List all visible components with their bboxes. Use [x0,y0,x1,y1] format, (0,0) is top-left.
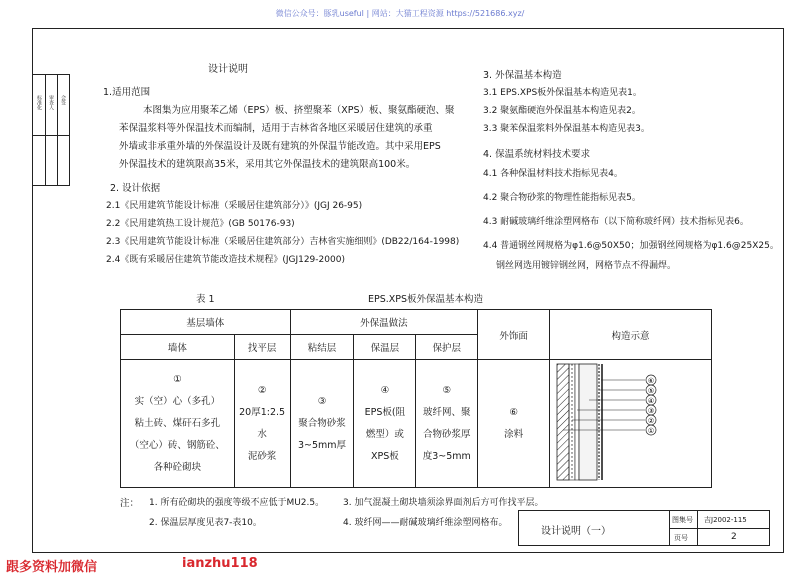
watermark-header: 微信公众号：豚乳useful | 网站：大猫工程资源 https://521686.xyz/ [275,9,525,18]
diagram-label: ④ [648,397,655,405]
drawing-name: 设计说明（一） [541,526,611,537]
cell-diagram [549,360,711,488]
s1-heading: 1.适用范围 [103,87,151,98]
section-title: 设计说明 [208,64,248,75]
diagram-label: ⑥ [648,377,655,385]
s4-item: 4.1 各种保温材料技术指标见表4。 [483,169,623,179]
note-item: 1. 所有砼砌块的强度等级不应低于MU2.5。 [149,498,325,508]
cell-line: （空心）砖、钢筋砼、 [129,439,225,451]
cell-line: XPS板 [371,450,399,462]
s4-item: 4.4 普通钢丝网规格为φ1.6@50X50；加强钢丝网规格为φ1.6@25X25。 [483,241,779,251]
group-header-base-wall: 基层墙体 [121,310,291,335]
layer-number: ① [173,373,182,385]
strip-label-2: 审查人 [48,95,54,110]
table-title: EPS.XPS板外保温基本构造 [368,294,484,305]
cell-line: 聚合物砂浆 [298,417,346,429]
cell-line: 玻纤网、聚 [423,406,471,418]
cell-line: EPS板(阻 [364,406,406,418]
wall-section-diagram [555,360,705,484]
s2-heading: 2. 设计依据 [110,183,161,194]
construction-table [120,309,712,488]
s1-line: 苯保温浆料等外保温技术而编制，适用于吉林省各地区采暖居住建筑的承重 [119,123,433,134]
diagram-label: ② [648,417,655,425]
page-label: 页号 [674,534,688,542]
group-header-diagram: 构造示意 [549,310,711,360]
subheader-bond: 粘结层 [290,335,354,360]
cell-leveling [234,360,290,488]
subheader-insulation: 保温层 [354,335,416,360]
cell-bond [290,360,354,488]
s2-item: 2.2《民用建筑热工设计规范》(GB 50176-93) [106,219,295,229]
layer-number: ⑥ [509,406,518,418]
subheader-wall: 墙体 [121,335,235,360]
s4-item: 4.2 聚合物砂浆的物理性能指标见表5。 [483,193,641,203]
atlas-number: 吉J2002-115 [704,516,747,524]
cell-line: 粘土砖、煤矸石多孔 [134,417,221,429]
cell-line: 3~5mm厚 [297,439,347,451]
note-item: 4. 玻纤网——耐碱玻璃纤维涂塑网格布。 [343,518,508,528]
s1-line: 本图集为应用聚苯乙烯（EPS）板、挤塑聚苯（XPS）板、聚氨酯硬泡、聚 [143,105,455,116]
s2-item: 2.1《民用建筑节能设计标准（采暖居住建筑部分）》(JGJ 26-95) [106,201,363,211]
cell-line: 燃型）或 [365,428,404,440]
group-header-insulation-method: 外保温做法 [290,310,478,335]
cell-finish [478,360,550,488]
cell-protection [416,360,478,488]
layer-number: ③ [317,395,327,407]
cell-line: 合物砂浆厚 [423,428,471,440]
page-number: 2 [731,532,737,542]
table-label: 表 1 [196,294,215,305]
atlas-label: 图集号 [672,516,693,524]
s3-item: 3.2 聚氨酯硬泡外保温基本构造见表2。 [483,106,641,116]
cell-wall [121,360,235,488]
note-item: 3. 加气混凝土砌块墙须涂界面剂后方可作找平层。 [343,498,544,508]
cell-line: 度3~5mm [422,450,471,462]
diagram-label: ③ [648,407,655,415]
s3-item: 3.1 EPS.XPS板外保温基本构造见表1。 [483,88,642,98]
s2-item: 2.4《既有采暖居住建筑节能改造技术规程》(JGJ129-2000) [106,255,345,265]
s3-item: 3.3 聚苯保温浆料外保温基本构造见表3。 [483,124,650,134]
cell-insulation [354,360,416,488]
s4-item-continued: 钢丝网选用镀锌钢丝网，网格节点不得漏焊。 [496,261,677,271]
cell-line: 各种砼砌块 [153,461,202,473]
cell-line: 泥砂浆 [247,450,277,462]
cell-line: 涂料 [504,428,524,440]
note-item: 2. 保温层厚度见表7-表10。 [149,518,262,528]
strip-label-1: 标准化 [36,95,42,110]
diagram-label: ⑤ [648,387,655,395]
s1-line: 外保温技术的建筑限高35米，采用其它外保温技术的建筑限高100米。 [119,159,416,170]
footer-promo-text: 跟多资料加微信 [6,560,98,575]
subheader-leveling: 找平层 [234,335,290,360]
s3-heading: 3. 外保温基本构造 [483,70,562,81]
s2-item: 2.3《民用建筑节能设计标准（采暖居住建筑部分）吉林省实施细则》(DB22/164-1998) [106,237,460,247]
subheader-protection: 保护层 [416,335,478,360]
layer-number: ② [257,384,267,396]
s4-item: 4.3 耐碱玻璃纤维涂塑网格布（以下简称玻纤网）技术指标见表6。 [483,217,749,227]
s1-line: 外墙或非承重外墙的外保温设计及既有建筑的外保温节能改造。其中采用EPS [119,141,441,152]
group-header-finish: 外饰面 [478,310,550,360]
title-block [518,510,770,546]
notes-prefix: 注： [120,498,140,509]
s4-heading: 4. 保温系统材料技术要求 [483,149,591,160]
footer-wechat-id: ianzhu118 [182,556,258,571]
diagram-label: ① [648,427,655,435]
left-signature-strip [32,74,70,186]
layer-number: ④ [380,384,390,396]
strip-label-3: 会签 [60,95,66,105]
cell-line: 实（空）心（多孔） [134,395,221,407]
layer-number: ⑤ [442,384,452,396]
cell-line: 20厚1:2.5水 [239,406,286,440]
